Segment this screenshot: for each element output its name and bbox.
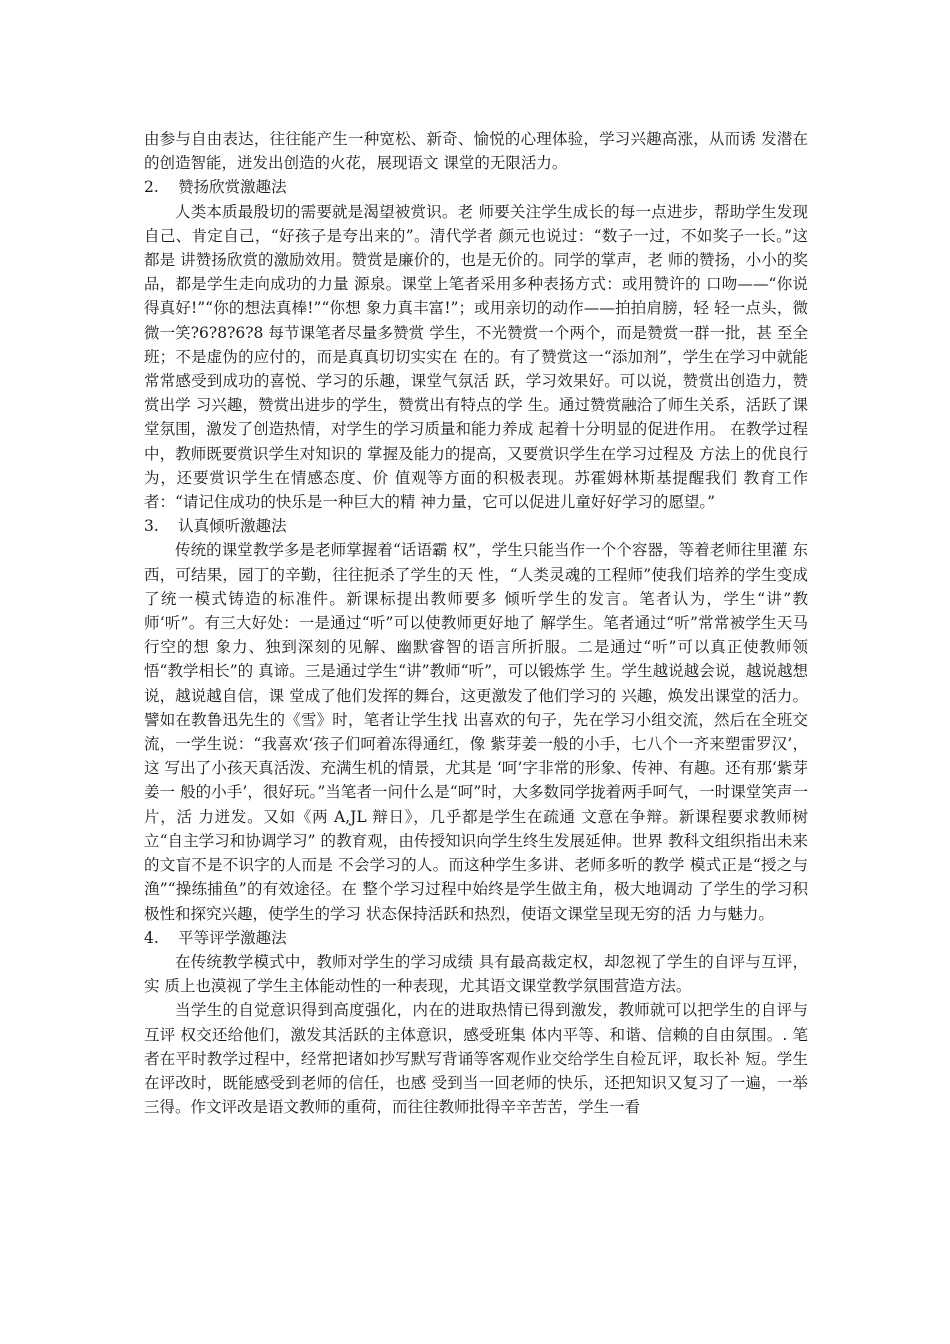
section-2-paragraph-1: 人类本质最殷切的需要就是渴望被赏识。老 师要关注学生成长的每一点进步，帮助学生发现 自己、肯定自己，“好孩子是夸出来的”。清代学者 颜元也说过：“数子一过，不如奖子一长。”这都是 讲赞扬欣赏的激励效用。赞赏是廉价的，也是无价的。同学的掌声，老 师的赞扬，小小的奖品，都是学生走向成功的力量 源泉。课堂上笔者采用多种表扬方式：或用赞许的 口吻——“你说得真好!”“你的想法真棒!”“你想 象力真丰富!”；或用亲切的动作——拍拍肩膀，轻 轻一点头，微微一笑?6?8?6?8 每节课笔者尽量多赞赏 学生，不光赞赏一个两个，而是赞赏一群一批，甚 至全班；不是虚伪的应付的，而是真真切切实实在 在的。有了赞赏这一“添加剂”，学生在学习中就能 常常感受到成功的喜悦、学习的乐趣，课堂气氛活 跃，学习效果好。可以说，赞赏出创造力，赞赏出学 习兴趣，赞赏出进步的学生，赞赏出有特点的学 生。通过赞赏融洽了师生关系，活跃了课堂氛围，激发了创造热情，对学生的学习质量和能力养成 起着十分明显的促进作用。 在教学过程中，教师既要赏识学生对知识的 掌握及能力的提高，又要赏识学生在学习过程及 方法上的优良行为，还要赏识学生在情感态度、价 值观等方面的积极表现。苏霍姆林斯基提醒我们 教育工作者：“请记住成功的快乐是一种巨大的精 神力量，它可以促进儿童好好学习的愿望。” (144, 202, 808, 512)
section-title-2: 赞扬欣赏激趣法 (178, 178, 287, 197)
section-3-paragraph-1: 传统的课堂教学多是老师掌握着“话语霸 权”，学生只能当作一个个容器，等着老师往里灌 东西，可结果，园丁的辛勤，往往扼杀了学生的天 性，“人类灵魂的工程师”使我们培养的学生变成 了统一模式铸造的标准件。新课标提出教师要多 倾听学生的发言。笔者认为，学生“讲”教师‘听”。有三大好处：一是通过“听”可以使教师更好地了 解学生。笔者通过“听”常常被学生天马行空的想 象力、独到深刻的见解、幽默睿智的语言所折服。二是通过“听”可以真正使教师领悟“教学相长”的 真谛。三是通过学生“讲”教师“听”，可以锻炼学 生。学生越说越会说，越说越想说，越说越自信，课 堂成了他们发挥的舞台，这更激发了他们学习的 兴趣，焕发出课堂的活力。譬如在教鲁迅先生的《雪》时，笔者让学生找 出喜欢的句子，先在学习小组交流，然后在全班交 流，一学生说：“我喜欢‘孩子们呵着冻得通红，像 紫芽姜一般的小手，七八个一齐来塑雷罗汉’，这 写出了小孩天真活泼、充满生机的情景，尤其是 ‘呵’字非常的形象、传神、有趣。还有那‘紫芽姜一 般的小手’，很好玩。”当笔者一问什么是“呵”时，大多数同学拢着两手呵气，一时课堂笑声一片，活 力迸发。又如《两 A,JL 辩日》，几乎都是学生在疏通 文意在争辩。新课程要求教师树立“自主学习和协调学习” 的教育观，由传授知识向学生终生发展延伸。世界 教科文组织指出未来的文盲不是不识字的人而是 不会学习的人。而这种学生多讲、老师多听的教学 模式正是“授之与渔”“操练捕鱼”的有效途径。在 整个学习过程中始终是学生做主角，极大地调动 了学生的学习积极性和探究兴趣，使学生的学习 状态保持活跃和热烈，使语文课堂呈现无穷的活 力与魅力。 (144, 541, 808, 923)
section-number-4: 4. (144, 928, 159, 947)
section-title-3: 认真倾听激趣法 (178, 517, 287, 536)
document-page (144, 127, 808, 1119)
section-4-paragraph-1: 在传统教学模式中，教师对学生的学习成绩 具有最高裁定权，却忽视了学生的自评与互评，实 质上也漠视了学生主体能动性的一种表现，尤其语文课堂教学氛围营造方法。 (144, 952, 808, 996)
section-heading-2 (144, 175, 808, 199)
section-number-2: 2. (144, 178, 159, 197)
intro-paragraph: 由参与自由表达，往往能产生一种宽松、新奇、愉悦的心理体验，学习兴趣高涨，从而诱 发潜在的创造智能，迸发出创造的火花，展现语文 课堂的无限活力。 (144, 130, 808, 173)
section-title-4: 平等评学激趣法 (178, 928, 287, 947)
section-heading-3 (144, 514, 808, 538)
section-4-paragraph-2: 当学生的自觉意识得到高度强化，内在的进取热情已得到激发，教师就可以把学生的自评与互评 权交还给他们，激发其活跃的主体意识，感受班集 体内平等、和谐、信赖的自由氛围。. 笔者在平时教学过程中，经常把诸如抄写默写背诵等客观作业交给学生自检瓦评，取长补 短。学生在评改时，既能感受到老师的信任，也感 受到当一回老师的快乐，还把知识又复习了一遍，一举三得。作文评改是语文教师的重荷，而往往教师批得辛辛苦苦，学生一看 (144, 1001, 808, 1117)
section-number-3: 3. (144, 517, 159, 536)
section-heading-4 (144, 926, 808, 950)
